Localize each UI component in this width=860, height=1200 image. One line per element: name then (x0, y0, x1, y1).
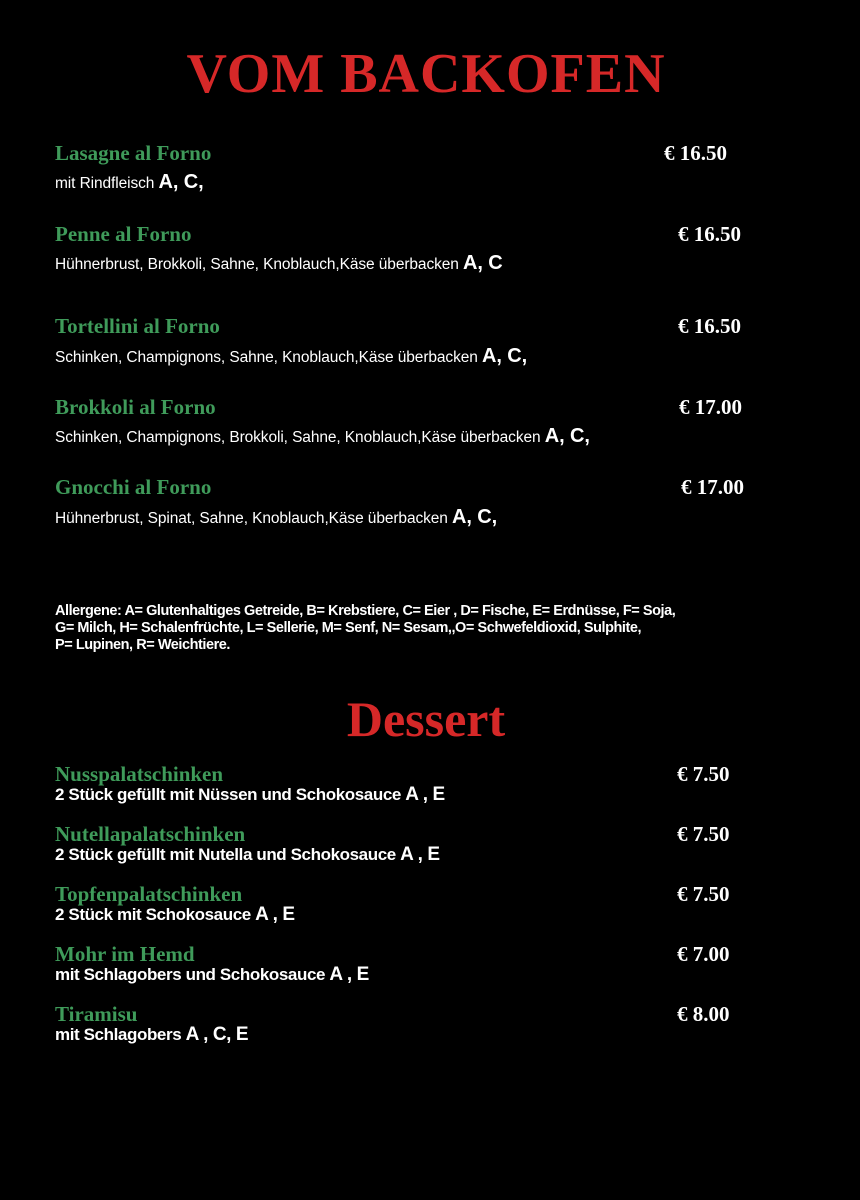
item-price: € 8.00 (677, 1002, 730, 1026)
item-price: € 17.00 (679, 395, 742, 419)
item-description (55, 345, 527, 368)
description-text: mit Schlagobers und Schokosauce (55, 965, 326, 984)
section-title-backofen: VOM BACKOFEN (186, 43, 666, 105)
item-description (55, 964, 369, 986)
description-text: Schinken, Champignons, Brokkoli, Sahne, Knoblauch,Käse überbacken (55, 429, 541, 446)
description-text: Hühnerbrust, Brokkoli, Sahne, Knoblauch,Käse überbacken (55, 256, 459, 273)
allergen-codes: A , C, E (185, 1024, 249, 1045)
allergen-codes: A, C, (544, 425, 590, 447)
allergen-codes: A , E (400, 844, 440, 865)
item-price: € 16.50 (664, 141, 727, 165)
allergen-legend (55, 603, 785, 654)
description-text: mit Rindfleisch (55, 175, 155, 192)
item-price: € 7.50 (677, 882, 730, 906)
item-price: € 7.00 (677, 942, 730, 966)
allergen-codes: A, C, (158, 171, 204, 193)
allergen-codes: A , E (329, 964, 369, 985)
allergen-legend-line: Allergene: A= Glutenhaltiges Getreide, B= Krebstiere, C= Eier , D= Fische, E= Erdnüsse, F= Soja, (55, 603, 676, 619)
allergen-legend-line: G= Milch, H= Schalenfrüchte, L= Sellerie, M= Senf, N= Sesam,,O= Schwefeldioxid, Sulphite, (55, 620, 642, 636)
item-price: € 17.00 (681, 475, 744, 499)
allergen-codes: A, C, (481, 345, 528, 367)
item-price: € 7.50 (677, 822, 730, 846)
item-description (55, 506, 497, 529)
item-description (55, 784, 445, 806)
description-text: Schinken, Champignons, Sahne, Knoblauch,Käse überbacken (55, 349, 478, 366)
item-name: Mohr im Hemd (55, 942, 195, 966)
item-name: Topfenpalatschinken (55, 882, 243, 906)
section-title-dessert: Dessert (346, 691, 506, 747)
description-text: 2 Stück mit Schokosauce (55, 905, 251, 924)
item-description (55, 904, 295, 926)
item-name: Nutellapalatschinken (55, 822, 246, 846)
allergen-codes: A, C (463, 252, 503, 274)
item-description (55, 171, 204, 194)
allergen-codes: A , E (405, 784, 445, 805)
description-text: 2 Stück gefüllt mit Nüssen und Schokosauce (55, 785, 401, 804)
item-description (55, 1024, 248, 1046)
item-price: € 7.50 (677, 762, 730, 786)
allergen-codes: A , E (255, 904, 295, 925)
item-name: Brokkoli al Forno (55, 395, 216, 419)
allergen-codes: A, C, (452, 506, 498, 528)
item-name: Nusspalatschinken (55, 762, 224, 786)
item-name: Tiramisu (55, 1002, 138, 1026)
item-name: Tortellini al Forno (55, 314, 220, 338)
item-price: € 16.50 (678, 314, 741, 338)
item-description (55, 252, 503, 275)
description-text: Hühnerbrust, Spinat, Sahne, Knoblauch,Käse überbacken (55, 510, 448, 527)
item-name: Gnocchi al Forno (55, 475, 212, 499)
item-name: Penne al Forno (55, 222, 192, 246)
description-text: 2 Stück gefüllt mit Nutella und Schokosauce (55, 845, 396, 864)
allergen-legend-line: P= Lupinen, R= Weichtiere. (55, 637, 230, 653)
item-description (55, 425, 590, 448)
item-name: Lasagne al Forno (55, 141, 212, 165)
item-price: € 16.50 (678, 222, 741, 246)
description-text: mit Schlagobers (55, 1025, 182, 1044)
item-description (55, 844, 440, 866)
